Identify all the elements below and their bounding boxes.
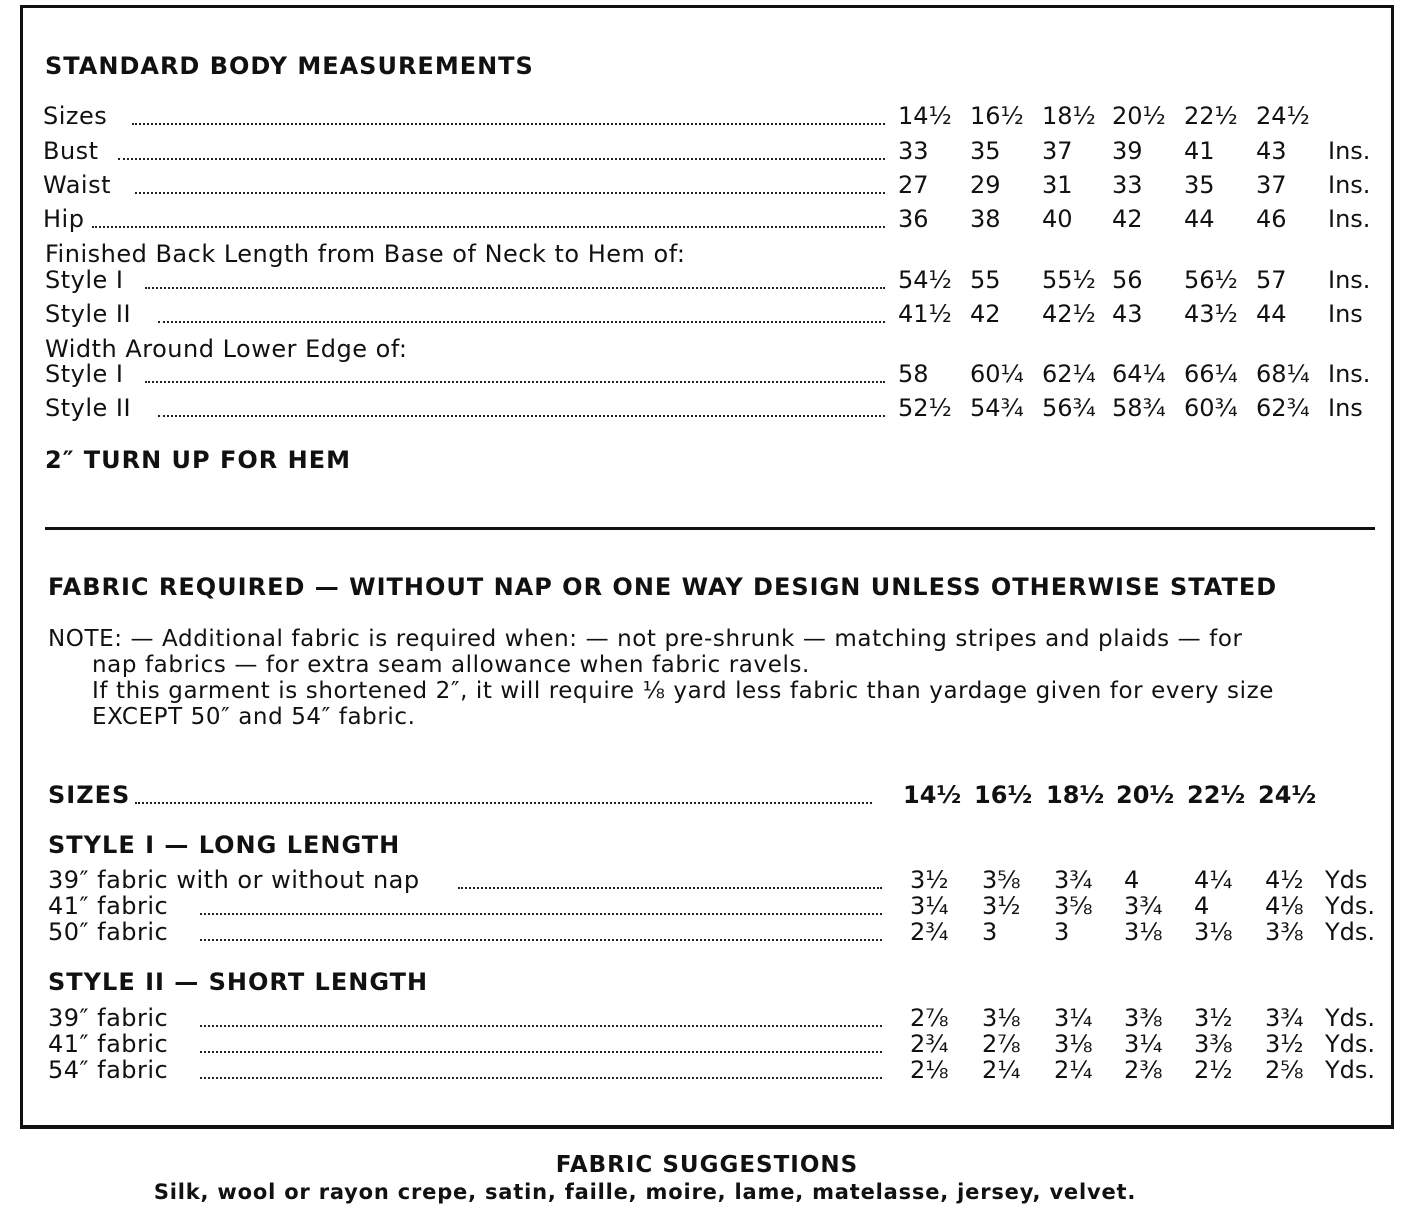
style1-fabric-value: 4: [1124, 866, 1140, 894]
back-length-value: 57: [1256, 266, 1287, 294]
style1-fabric-value: 4¼: [1194, 866, 1233, 894]
width-unit: Ins.: [1328, 360, 1371, 388]
style1-fabric-value: 3⅛: [1124, 918, 1163, 946]
width-unit: Ins: [1328, 394, 1363, 422]
style2-fabric-value: 3⅛: [982, 1004, 1021, 1032]
body-measurement-value: 16½: [970, 102, 1024, 130]
style1-fabric-value: 3⅜: [1265, 918, 1304, 946]
back-length-value: 42: [970, 300, 1001, 328]
width-value: 62¼: [1042, 360, 1096, 388]
leader-dots: [135, 802, 872, 804]
style1-fabric-value: 3: [1054, 918, 1070, 946]
style2-fabric-value: 2⅝: [1265, 1056, 1304, 1084]
style2-fabric-value: 2⅞: [982, 1030, 1021, 1058]
body-measurement-label: Bust: [43, 137, 99, 165]
style2-fabric-value: 3⅜: [1194, 1030, 1233, 1058]
style1-fabric-value: 2¾: [910, 918, 949, 946]
fabric-size-value: 24½: [1258, 781, 1317, 809]
fabric-sizes-label: SIZES: [48, 781, 131, 809]
style2-fabric-label: 39″ fabric: [48, 1004, 169, 1032]
width-value: 58: [898, 360, 929, 388]
body-measurement-value: 42: [1112, 205, 1143, 233]
body-measurement-value: 41: [1184, 137, 1215, 165]
width-value: 62¾: [1256, 394, 1310, 422]
style2-fabric-value: 3¼: [1124, 1030, 1163, 1058]
style1-fabric-label: 39″ fabric with or without nap: [48, 866, 420, 894]
body-measurement-value: 24½: [1256, 102, 1310, 130]
leader-dots: [118, 158, 885, 160]
note-line-2: nap fabrics — for extra seam allowance when fabric ravels.: [92, 652, 810, 678]
leader-dots: [132, 123, 885, 125]
width-value: 54¾: [970, 394, 1024, 422]
style2-fabric-value: 3⅜: [1124, 1004, 1163, 1032]
body-measurement-value: 38: [970, 205, 1001, 233]
style1-fabric-value: 3⅝: [982, 866, 1021, 894]
style2-fabric-value: 2¼: [1054, 1056, 1093, 1084]
body-measurement-unit: Ins.: [1328, 205, 1371, 233]
style2-heading: STYLE II — SHORT LENGTH: [48, 968, 429, 996]
fabric-suggestions-text: Silk, wool or rayon crepe, satin, faille, moire, lame, matelasse, jersey, velvet.: [153, 1180, 1137, 1204]
back-length-label: Style II: [45, 300, 132, 328]
back-length-value: 55: [970, 266, 1001, 294]
back-length-value: 56½: [1184, 266, 1238, 294]
style1-fabric-unit: Yds.: [1325, 892, 1376, 920]
width-value: 60¾: [1184, 394, 1238, 422]
back-length-unit: Ins: [1328, 300, 1363, 328]
style2-fabric-value: 2¼: [982, 1056, 1021, 1084]
body-measurement-unit: Ins.: [1328, 137, 1371, 165]
body-measurement-label: Sizes: [43, 102, 108, 130]
body-measurement-value: 18½: [1042, 102, 1096, 130]
width-heading: Width Around Lower Edge of:: [45, 335, 408, 363]
body-measurement-value: 27: [898, 171, 929, 199]
style1-fabric-value: 3: [982, 918, 998, 946]
back-length-label: Style I: [45, 266, 124, 294]
width-value: 68¼: [1256, 360, 1310, 388]
fabric-size-value: 18½: [1046, 781, 1105, 809]
leader-dots: [458, 887, 882, 889]
width-value: 52½: [898, 394, 952, 422]
body-measurement-value: 35: [1184, 171, 1215, 199]
leader-dots: [200, 1077, 882, 1079]
body-measurement-value: 31: [1042, 171, 1073, 199]
fabric-size-value: 20½: [1116, 781, 1175, 809]
fabric-size-value: 16½: [974, 781, 1033, 809]
note-line-4: EXCEPT 50″ and 54″ fabric.: [92, 704, 416, 730]
style1-fabric-value: 3¾: [1054, 866, 1093, 894]
width-label: Style I: [45, 360, 124, 388]
fabric-required-title: FABRIC REQUIRED — WITHOUT NAP OR ONE WAY DESIGN UNLESS OTHERWISE STATED: [48, 573, 1278, 601]
back-length-value: 44: [1256, 300, 1287, 328]
body-measurement-value: 46: [1256, 205, 1287, 233]
body-measurements-title: STANDARD BODY MEASUREMENTS: [45, 52, 534, 80]
fabric-size-value: 22½: [1187, 781, 1246, 809]
style2-fabric-unit: Yds.: [1325, 1004, 1376, 1032]
style2-fabric-value: 2½: [1194, 1056, 1233, 1084]
body-measurement-value: 20½: [1112, 102, 1166, 130]
width-value: 60¼: [970, 360, 1024, 388]
leader-dots: [135, 192, 885, 194]
section-divider: [45, 527, 1375, 530]
body-measurement-value: 33: [1112, 171, 1143, 199]
back-length-value: 56: [1112, 266, 1143, 294]
leader-dots: [200, 1051, 882, 1053]
width-value: 56¾: [1042, 394, 1096, 422]
body-measurement-value: 37: [1042, 137, 1073, 165]
body-measurement-value: 29: [970, 171, 1001, 199]
body-measurement-value: 33: [898, 137, 929, 165]
back-length-unit: Ins.: [1328, 266, 1371, 294]
body-measurement-value: 14½: [898, 102, 952, 130]
leader-dots: [200, 913, 882, 915]
style2-fabric-value: 2⅜: [1124, 1056, 1163, 1084]
style2-fabric-value: 3¼: [1054, 1004, 1093, 1032]
body-measurement-value: 43: [1256, 137, 1287, 165]
note-line-3: If this garment is shortened 2″, it will require ⅛ yard less fabric than yardage given for every size: [92, 678, 1275, 704]
leader-dots: [92, 226, 885, 228]
body-measurement-value: 44: [1184, 205, 1215, 233]
leader-dots: [200, 1025, 882, 1027]
style2-fabric-value: 3⅛: [1054, 1030, 1093, 1058]
width-label: Style II: [45, 394, 132, 422]
style2-fabric-value: 3½: [1194, 1004, 1233, 1032]
style1-heading: STYLE I — LONG LENGTH: [48, 831, 401, 859]
style1-fabric-value: 3¾: [1124, 892, 1163, 920]
style1-fabric-unit: Yds.: [1325, 918, 1376, 946]
back-length-value: 43½: [1184, 300, 1238, 328]
style1-fabric-label: 41″ fabric: [48, 892, 169, 920]
back-length-value: 43: [1112, 300, 1143, 328]
style1-fabric-label: 50″ fabric: [48, 918, 169, 946]
body-measurement-label: Waist: [43, 171, 111, 199]
body-measurement-value: 36: [898, 205, 929, 233]
style2-fabric-value: 2¾: [910, 1030, 949, 1058]
back-length-heading: Finished Back Length from Base of Neck to Hem of:: [45, 240, 686, 268]
style1-fabric-value: 3⅝: [1054, 892, 1093, 920]
back-length-value: 42½: [1042, 300, 1096, 328]
fabric-suggestions-title: FABRIC SUGGESTIONS: [555, 1152, 859, 1178]
note-line-1: NOTE: — Additional fabric is required when: — not pre-shrunk — matching stripes and plaids — for: [48, 626, 1243, 652]
fabric-size-value: 14½: [903, 781, 962, 809]
style2-fabric-value: 2⅛: [910, 1056, 949, 1084]
style1-fabric-value: 3¼: [910, 892, 949, 920]
width-value: 58¾: [1112, 394, 1166, 422]
style2-fabric-unit: Yds.: [1325, 1030, 1376, 1058]
fabric-note: [48, 626, 1378, 730]
style1-fabric-value: 4: [1194, 892, 1210, 920]
style2-fabric-label: 41″ fabric: [48, 1030, 169, 1058]
style1-fabric-value: 3½: [910, 866, 949, 894]
body-measurement-value: 39: [1112, 137, 1143, 165]
width-value: 66¼: [1184, 360, 1238, 388]
back-length-value: 41½: [898, 300, 952, 328]
style1-fabric-value: 3⅛: [1194, 918, 1233, 946]
body-measurement-value: 22½: [1184, 102, 1238, 130]
style1-fabric-value: 4½: [1265, 866, 1304, 894]
style2-fabric-value: 3½: [1265, 1030, 1304, 1058]
leader-dots: [200, 939, 882, 941]
leader-dots: [145, 287, 885, 289]
body-measurement-value: 37: [1256, 171, 1287, 199]
hem-note: 2″ TURN UP FOR HEM: [45, 446, 351, 474]
leader-dots: [158, 415, 885, 417]
style2-fabric-value: 2⅞: [910, 1004, 949, 1032]
leader-dots: [145, 381, 885, 383]
leader-dots: [158, 321, 885, 323]
style2-fabric-label: 54″ fabric: [48, 1056, 169, 1084]
back-length-value: 55½: [1042, 266, 1096, 294]
body-measurement-unit: Ins.: [1328, 171, 1371, 199]
body-measurement-label: Hip: [43, 205, 85, 233]
style2-fabric-value: 3¾: [1265, 1004, 1304, 1032]
body-measurement-value: 40: [1042, 205, 1073, 233]
back-length-value: 54½: [898, 266, 952, 294]
body-measurement-value: 35: [970, 137, 1001, 165]
style1-fabric-value: 4⅛: [1265, 892, 1304, 920]
width-value: 64¼: [1112, 360, 1166, 388]
style2-fabric-unit: Yds.: [1325, 1056, 1376, 1084]
style1-fabric-unit: Yds: [1325, 866, 1368, 894]
style1-fabric-value: 3½: [982, 892, 1021, 920]
